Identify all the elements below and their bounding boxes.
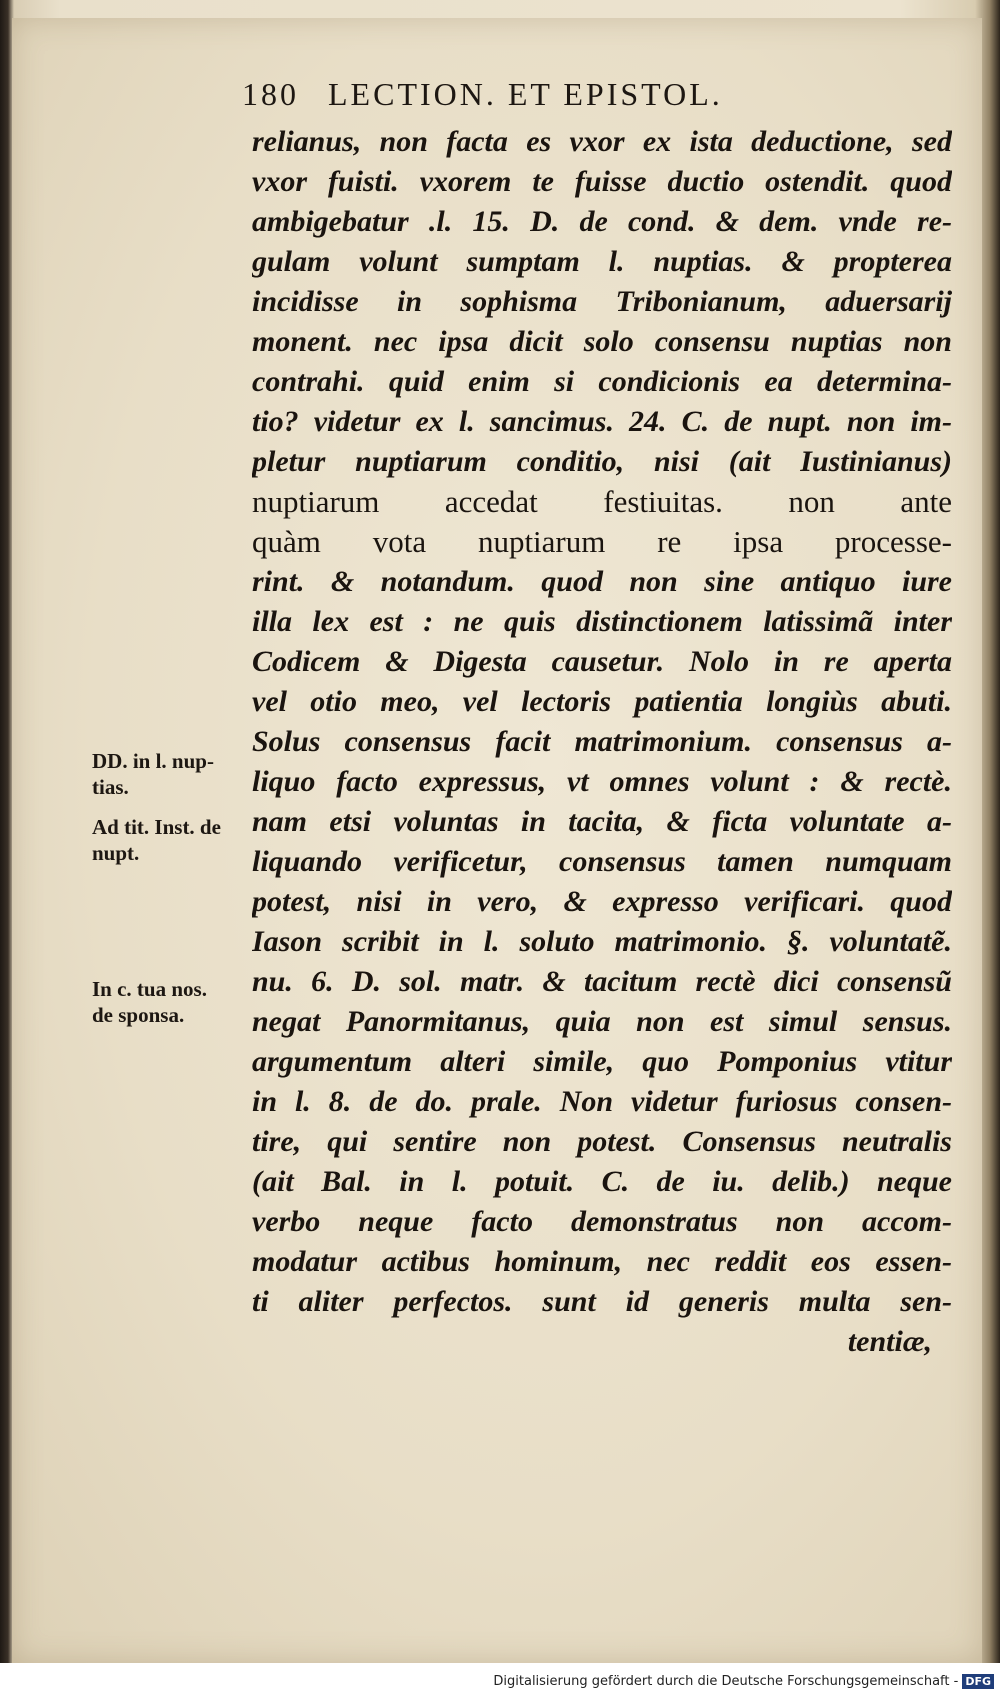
margin-note-line: de sponsa. [92, 1003, 185, 1027]
margin-note-line: nupt. [92, 841, 140, 865]
text-line: quàm vota nuptiarum re ipsa processe- [252, 524, 952, 559]
text-line: Iason scribit in l. soluto matrimonio. §. voluntatẽ. [252, 925, 952, 958]
text-line: negat Panormitanus, quia non est simul sensus. [252, 1005, 952, 1038]
text-line: nu. 6. D. sol. matr. & tacitum rectè dici consensũ [252, 965, 952, 998]
text-line: nam etsi voluntas in tacita, & ficta voluntate a- [252, 805, 952, 838]
text-line: (ait Bal. in l. potuit. C. de iu. delib.) neque [252, 1165, 952, 1198]
text-line: tire, qui sentire non potest. Consensus neutralis [252, 1125, 952, 1158]
catchword: tentiæ, [847, 1325, 932, 1358]
margin-note [92, 814, 257, 866]
text-line: ambigebatur .l. 15. D. de cond. & dem. vnde re- [252, 205, 952, 238]
text-line: ti aliter perfectos. sunt id generis multa sen- [252, 1285, 952, 1318]
text-line: contrahi. quid enim si condicionis ea determina- [252, 365, 952, 398]
text-line: pletur nuptiarum conditio, nisi (ait Iustinianus) [252, 445, 952, 478]
running-head [242, 76, 723, 113]
margin-note-line: DD. in l. nup- [92, 749, 214, 773]
text-line: verbo neque facto demonstratus non accom- [252, 1205, 952, 1238]
text-line: rint. & notandum. quod non sine antiquo iure [252, 565, 952, 598]
margin-note [92, 748, 257, 800]
text-line: modatur actibus hominum, nec reddit eos essen- [252, 1245, 952, 1278]
text-line: argumentum alteri simile, quo Pomponius vtitur [252, 1045, 952, 1078]
text-line: illa lex est : ne quis distinctionem latissimã inter [252, 605, 952, 638]
digitization-footer [0, 1663, 1000, 1699]
book-page [12, 18, 982, 1663]
running-title: LECTION. ET EPISTOL. [328, 76, 723, 112]
margin-note-line: tias. [92, 775, 129, 799]
dfg-logo: DFG [962, 1674, 994, 1689]
funding-credit: Digitalisierung gefördert durch die Deutsche Forschungsgemeinschaft - [493, 1673, 959, 1689]
margin-note [92, 976, 257, 1028]
text-line: monent. nec ipsa dicit solo consensu nuptias non [252, 325, 952, 358]
text-line: vel otio meo, vel lectoris patientia longiùs abuti. [252, 685, 952, 718]
margin-note-line: Ad tit. Inst. de [92, 815, 221, 839]
text-line: vxor fuisti. vxorem te fuisse ductio ostendit. quod [252, 165, 952, 198]
text-line: liquando verificetur, consensus tamen numquam [252, 845, 952, 878]
text-line: tio? videtur ex l. sancimus. 24. C. de nupt. non im- [252, 405, 952, 438]
text-line: Solus consensus facit matrimonium. consensus a- [252, 725, 952, 758]
margin-note-line: In c. tua nos. [92, 977, 207, 1001]
text-line: potest, nisi in vero, & expresso verificari. quod [252, 885, 952, 918]
text-line: gulam volunt sumptam l. nuptias. & propterea [252, 245, 952, 278]
text-line: in l. 8. de do. prale. Non videtur furiosus consen- [252, 1085, 952, 1118]
text-line: incidisse in sophisma Tribonianum, aduersarij [252, 285, 952, 318]
text-line: liquo facto expressus, vt omnes volunt : & rectè. [252, 765, 952, 798]
text-line: nuptiarum accedat festiuitas. non ante [252, 484, 952, 519]
body-text [252, 122, 952, 1362]
text-line: relianus, non facta es vxor ex ista deductione, sed [252, 125, 952, 158]
text-line: Codicem & Digesta causetur. Nolo in re aperta [252, 645, 952, 678]
page-number: 180 [242, 76, 299, 112]
